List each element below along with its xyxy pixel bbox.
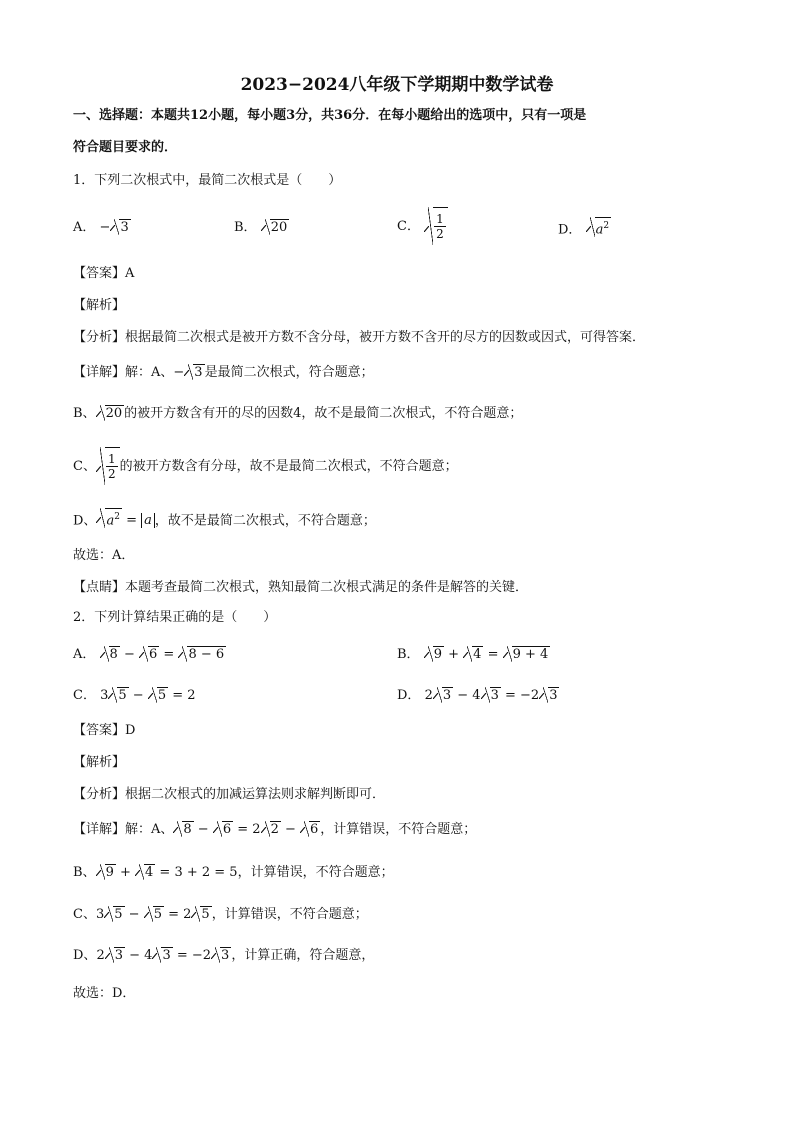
option-label: B．	[397, 647, 420, 662]
q1-option-a	[73, 217, 131, 239]
q1-fenxi: 【分析】根据最简二次根式是被开方数不含分母，被开方数不含开的尽方的因数或因式，可得答案．	[73, 330, 646, 345]
q2-option-d	[397, 685, 559, 707]
q2-detail-b	[73, 863, 394, 883]
q2-detail-d	[73, 946, 374, 966]
q1-detail-c	[73, 447, 458, 487]
detail-prefix: 【详解】解：A、	[73, 365, 174, 380]
q1-detail-b	[73, 404, 522, 424]
q1-option-d	[558, 217, 611, 241]
q1-option-b	[234, 217, 289, 239]
section-heading-line2: 符合题目要求的．	[73, 140, 178, 155]
math-expr: 20	[105, 406, 123, 421]
q2-detail-a	[73, 820, 476, 840]
detail-prefix: C、	[73, 459, 96, 474]
q2-stem: 2．下列计算结果正确的是（ ）	[73, 610, 277, 625]
detail-text: ，计算正确，符合题意，	[231, 948, 375, 963]
detail-prefix: B、	[73, 406, 96, 421]
option-label: A．	[73, 220, 96, 235]
option-label: D．	[558, 222, 582, 238]
option-label: B．	[234, 220, 257, 235]
detail-prefix: C、	[73, 907, 96, 922]
detail-text: ，故不是最简二次根式，不符合题意；	[154, 513, 376, 529]
math-expr: 9 + 4 = 9 + 4	[433, 647, 549, 662]
q2-choose: 故选：D．	[73, 986, 136, 1001]
q1-stem: 1．下列二次根式中，最简二次根式是（ ）	[73, 173, 342, 188]
detail-prefix: 【详解】解：A、	[73, 822, 174, 837]
option-label: C．	[397, 219, 420, 234]
detail-text: 的被开方数含有分母，故不是最简二次根式，不符合题意；	[119, 459, 458, 474]
q2-fenxi: 【分析】根据二次根式的加减运算法则求解判断即可．	[73, 787, 386, 802]
math-expr: 3 5 − 5 = 2	[100, 688, 196, 703]
math-expr: 9 + 4 = 3 + 2 = 5	[105, 865, 238, 880]
q1-detail-a	[73, 363, 374, 383]
math-expr: $\frac{1}{2}$	[96, 459, 120, 474]
math-expr: 2 3 − 4 3 = −2 3	[424, 688, 558, 703]
detail-text: 的被开方数含有开的尽的因数4，故不是最简二次根式，不符合题意；	[124, 406, 523, 421]
math-expr: 2 3 − 4 3 = −2 3	[96, 948, 230, 963]
detail-prefix: D、	[73, 513, 97, 529]
math-expr: $\frac{1}{2}$	[424, 219, 448, 234]
math-expr: 8 − 6 = 8 − 6	[109, 647, 225, 662]
detail-prefix: D、	[73, 948, 97, 963]
section-heading-line1: 一、选择题：本题共12小题，每小题3分，共36分．在每小题给出的选项中，只有一项是	[73, 108, 587, 123]
detail-prefix: B、	[73, 865, 96, 880]
q1-choose: 故选：A．	[73, 548, 135, 563]
math-expr: $a^2 = a$	[96, 513, 154, 528]
detail-text: ，计算错误，不符合题意；	[320, 822, 477, 837]
option-label: D．	[397, 688, 421, 703]
math-expr: 20	[270, 220, 288, 235]
math-expr: − 3	[173, 365, 203, 380]
q2-analysis-tag: 【解析】	[73, 755, 126, 770]
math-expr: 3 5 − 5 = 2 5	[95, 907, 210, 922]
detail-text: ，计算错误，不符合题意；	[237, 865, 394, 880]
q1-answer: 【答案】A	[73, 266, 135, 281]
page-title: 2023−2024八年级下学期期中数学试卷	[240, 75, 554, 95]
math-expr: 8 − 6 = 2 2 − 6	[183, 822, 319, 837]
math-expr: $a^2$	[586, 222, 612, 237]
q2-option-c	[73, 685, 196, 707]
option-label: C．	[73, 688, 96, 703]
q2-answer: 【答案】D	[73, 723, 136, 738]
math-expr: − 3	[99, 220, 129, 235]
q1-detail-d	[73, 508, 376, 531]
q1-analysis-tag: 【解析】	[73, 298, 126, 313]
q2-detail-c	[73, 905, 368, 925]
q2-option-a	[73, 644, 226, 666]
q2-option-b	[397, 644, 550, 666]
detail-text: ，计算错误，不符合题意；	[211, 907, 368, 922]
q1-dianjing: 【点睛】本题考查最简二次根式，熟知最简二次根式满足的条件是解答的关键．	[73, 580, 529, 595]
option-label: A．	[73, 647, 96, 662]
detail-text: 是最简二次根式，符合题意；	[204, 365, 374, 380]
q1-option-c	[397, 207, 448, 246]
